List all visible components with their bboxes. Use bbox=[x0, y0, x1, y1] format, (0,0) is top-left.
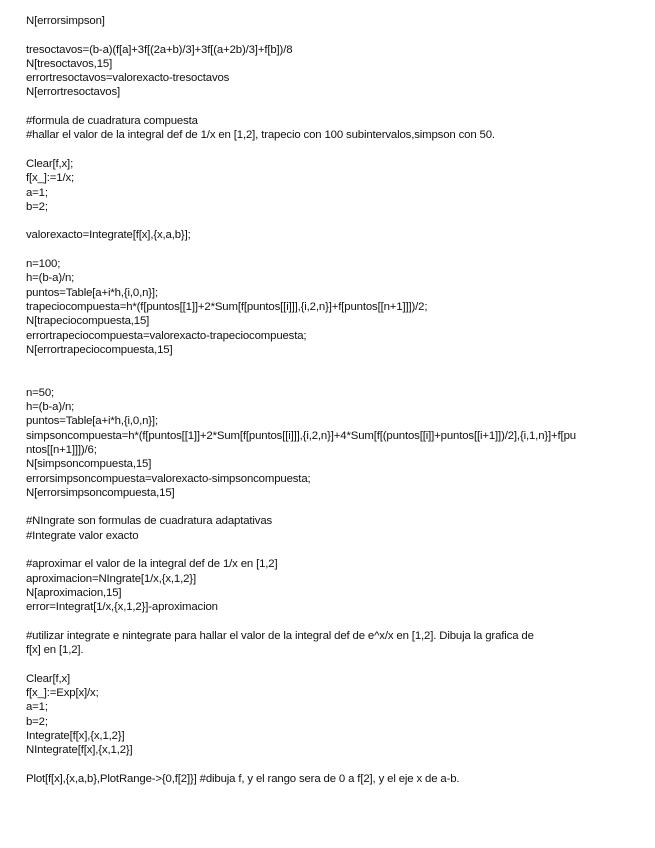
nintegrate-comment-block bbox=[26, 514, 631, 543]
code-line: #utilizar integrate e nintegrate para hallar el valor de la integral def de e^x/x en [1,2]. Dibuja la grafica de bbox=[26, 629, 534, 642]
code-line: Clear[f,x]; bbox=[26, 157, 74, 170]
code-line: N[errortrapeciocompuesta,15] bbox=[26, 343, 173, 356]
code-line: #formula de cuadratura compuesta bbox=[26, 115, 198, 128]
code-line: ntos[[n+1]]])/6; bbox=[26, 443, 97, 456]
code-line: N[aproximacion,15] bbox=[26, 586, 122, 599]
blank-line bbox=[26, 500, 631, 514]
code-line: f[x_]:=Exp[x]/x; bbox=[26, 686, 99, 699]
document-page bbox=[26, 14, 631, 786]
code-line: NIntegrate[f[x],{x,1,2}] bbox=[26, 744, 133, 757]
code-line: Plot[f[x],{x,a,b},PlotRange->{0,f[2]}] #dibuja f, y el rango sera de 0 a f[2], y el eje x de a-b. bbox=[26, 772, 460, 785]
code-line: h=(b-a)/n; bbox=[26, 401, 75, 414]
code-line: valorexacto=Integrate[f[x],{x,a,b}]; bbox=[26, 229, 191, 242]
blank-line bbox=[26, 357, 631, 386]
code-line: errortresoctavos=valorexacto-tresoctavos bbox=[26, 72, 230, 85]
simpson-compuesta-block bbox=[26, 386, 631, 500]
plot-block bbox=[26, 772, 631, 786]
tresoctavos-block bbox=[26, 43, 631, 100]
blank-line bbox=[26, 543, 631, 557]
code-line: f[x] en [1,2]. bbox=[26, 644, 84, 657]
aproximacion-block bbox=[26, 557, 631, 614]
exp-comment-block bbox=[26, 629, 631, 658]
blank-line bbox=[26, 214, 631, 228]
blank-line bbox=[26, 28, 631, 42]
code-line: tresoctavos=(b-a)(f[a]+3f[(2a+b)/3]+3f[(a+2b)/3]+f[b])/8 bbox=[26, 43, 293, 56]
code-line: #Integrate valor exacto bbox=[26, 529, 139, 542]
code-line: #hallar el valor de la integral def de 1/x en [1,2], trapecio con 100 subintervalos,simpson con 50. bbox=[26, 129, 495, 142]
code-line: N[errortresoctavos] bbox=[26, 86, 120, 99]
code-line: trapeciocompuesta=h*(f[puntos[[1]]+2*Sum[f[puntos[[i]]],{i,2,n}]+f[puntos[[n+1]]])/2; bbox=[26, 300, 428, 313]
blank-line bbox=[26, 614, 631, 628]
code-line: b=2; bbox=[26, 200, 48, 213]
code-line: a=1; bbox=[26, 701, 48, 714]
code-line: N[errorsimpsoncompuesta,15] bbox=[26, 486, 175, 499]
trapecio-compuesta-block bbox=[26, 257, 631, 357]
cuadratura-compuesta-comment-block bbox=[26, 114, 631, 143]
code-line: errorsimpsoncompuesta=valorexacto-simpsoncompuesta; bbox=[26, 472, 311, 485]
code-line: #aproximar el valor de la integral def de 1/x en [1,2] bbox=[26, 558, 278, 571]
code-line: Integrate[f[x],{x,1,2}] bbox=[26, 729, 125, 742]
code-line: Clear[f,x] bbox=[26, 672, 71, 685]
blank-line bbox=[26, 657, 631, 671]
code-line: puntos=Table[a+i*h,{i,0,n}]; bbox=[26, 286, 158, 299]
code-line: #NIngrate son formulas de cuadratura adaptativas bbox=[26, 515, 273, 528]
code-line: n=100; bbox=[26, 258, 61, 271]
blank-line bbox=[26, 757, 631, 771]
valorexacto-block bbox=[26, 228, 631, 242]
code-line: error=Integrat[1/x,{x,1,2}]-aproximacion bbox=[26, 601, 218, 614]
errorsimpson-block bbox=[26, 14, 631, 28]
code-line: aproximacion=NIngrate[1/x,{x,1,2}] bbox=[26, 572, 196, 585]
code-line: a=1; bbox=[26, 186, 48, 199]
code-line: N[trapeciocompuesta,15] bbox=[26, 315, 150, 328]
code-line: b=2; bbox=[26, 715, 48, 728]
code-line: N[errorsimpson] bbox=[26, 15, 105, 27]
blank-line bbox=[26, 243, 631, 257]
blank-line bbox=[26, 143, 631, 157]
exp-definitions-block bbox=[26, 672, 631, 758]
code-line: h=(b-a)/n; bbox=[26, 272, 75, 285]
code-line: f[x_]:=1/x; bbox=[26, 172, 75, 185]
code-line: simpsoncompuesta=h*(f[puntos[[1]]+2*Sum[f[puntos[[i]]],{i,2,n}]+4*Sum[f[(puntos[[i]]+puntos[[i+1]])/2],{i,1,n}]+f[pu bbox=[26, 429, 576, 442]
blank-line bbox=[26, 100, 631, 114]
code-line: N[tresoctavos,15] bbox=[26, 57, 113, 70]
code-line: puntos=Table[a+i*h,{i,0,n}]; bbox=[26, 415, 158, 428]
definitions-block bbox=[26, 157, 631, 214]
code-line: errortrapeciocompuesta=valorexacto-trapeciocompuesta; bbox=[26, 329, 307, 342]
code-line: n=50; bbox=[26, 386, 55, 399]
code-line: N[simpsoncompuesta,15] bbox=[26, 458, 152, 471]
